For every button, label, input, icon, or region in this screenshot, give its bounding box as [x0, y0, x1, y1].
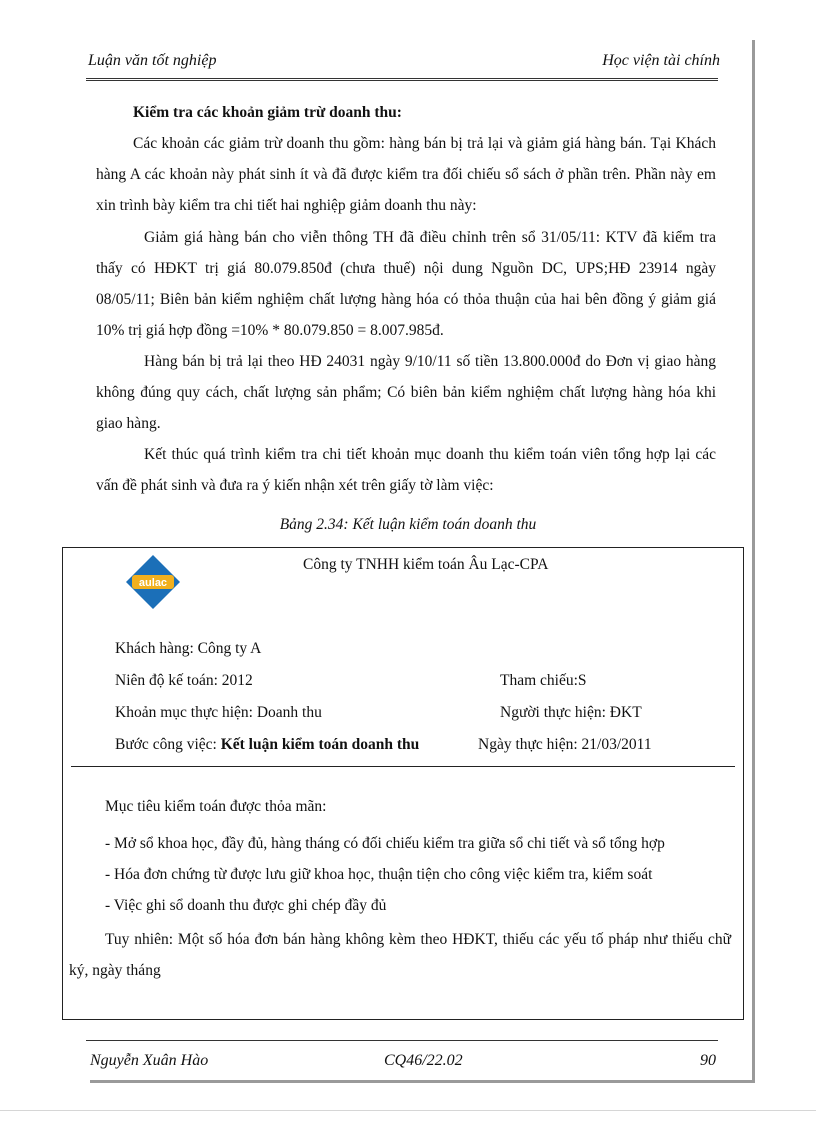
reference-line: Tham chiếu:S	[500, 672, 587, 689]
company-name: Công ty TNHH kiểm toán Âu Lạc-CPA	[303, 556, 549, 573]
page-shadow-right	[752, 40, 755, 1080]
paragraph: Kết thúc quá trình kiểm tra chi tiết khoản mục doanh thu kiểm toán viên tổng hợp lại các vấn đề phát sinh và đưa ra ý kiến nhận xét trên giấy tờ làm việc:	[96, 446, 716, 494]
fiscal-year-line: Niên độ kế toán: 2012	[115, 672, 253, 689]
client-line: Khách hàng: Công ty A	[115, 640, 262, 657]
table-caption: Bảng 2.34: Kết luận kiểm toán doanh thu	[279, 516, 537, 533]
box-divider	[71, 766, 735, 767]
page-bottom-edge	[0, 1110, 816, 1111]
bullet-item: - Hóa đơn chứng từ được lưu giữ khoa học, thuận tiện cho công việc kiểm tra, kiểm soát	[105, 866, 653, 883]
footer-class: CQ46/22.02	[384, 1052, 463, 1069]
step-line	[115, 736, 419, 754]
section-heading: Kiểm tra các khoản giảm trừ doanh thu:	[133, 104, 402, 121]
paragraph: Hàng bán bị trả lại theo HĐ 24031 ngày 9/10/11 số tiền 13.800.000đ do Đơn vị giao hàng không đúng quy cách, chất lượng sản phẩm; Có biên bản kiểm nghiệm chất lượng hàng hóa khi giao hàng.	[96, 353, 716, 432]
logo-text: aulac	[138, 577, 168, 589]
paragraph: Giảm giá hàng bán cho viễn thông TH đã điều chỉnh trên sổ 31/05/11: KTV đã kiểm tra thấy có HĐKT trị giá 80.079.850đ (chưa thuế) nội dung Nguồn DC, UPS;HĐ 23914 ngày 08/05/11; Biên bản kiểm nghiệm chất lượng hàng hóa có thỏa thuận của hai bên đồng ý giảm giá 10% trị giá hợp đồng =10% * 80.079.850 = 8.007.985đ.	[96, 229, 716, 339]
step-value: Kết luận kiểm toán doanh thu	[220, 736, 420, 753]
footer-author: Nguyễn Xuân Hào	[90, 1052, 209, 1069]
footer-rule	[86, 1040, 718, 1041]
note-paragraph: Tuy nhiên: Một số hóa đơn bán hàng không kèm theo HĐKT, thiếu các yếu tố pháp như thiếu chữ ký, ngày tháng	[69, 931, 731, 979]
page-shadow-bottom	[90, 1080, 755, 1083]
footer-page-number: 90	[700, 1052, 716, 1069]
aulac-logo	[125, 554, 181, 610]
item-line: Khoản mục thực hiện: Doanh thu	[115, 704, 322, 721]
performer-line: Người thực hiện: ĐKT	[500, 704, 642, 721]
audit-workpaper-box	[62, 547, 744, 1020]
header-rule	[86, 78, 718, 81]
body-text	[96, 97, 716, 501]
step-label: Bước công việc:	[115, 736, 221, 753]
paragraph: Các khoản các giảm trừ doanh thu gồm: hàng bán bị trả lại và giảm giá hàng bán. Tại Khách hàng A các khoản này phát sinh ít và đã được kiểm tra đối chiếu sổ sách ở phần trên. Phần này em xin trình bày kiểm tra chi tiết hai nghiệp giảm doanh thu này:	[96, 135, 716, 214]
date-line: Ngày thực hiện: 21/03/2011	[478, 736, 652, 753]
header-right-title: Học viện tài chính	[602, 52, 720, 69]
bullet-item: - Mở sổ khoa học, đầy đủ, hàng tháng có đối chiếu kiểm tra giữa sổ chi tiết và sổ tổng hợp	[105, 835, 665, 852]
objective-line: Mục tiêu kiểm toán được thỏa mãn:	[105, 798, 327, 815]
header-left-title: Luận văn tốt nghiệp	[88, 52, 217, 69]
bullet-item: - Việc ghi sổ doanh thu được ghi chép đầy đủ	[105, 897, 387, 914]
